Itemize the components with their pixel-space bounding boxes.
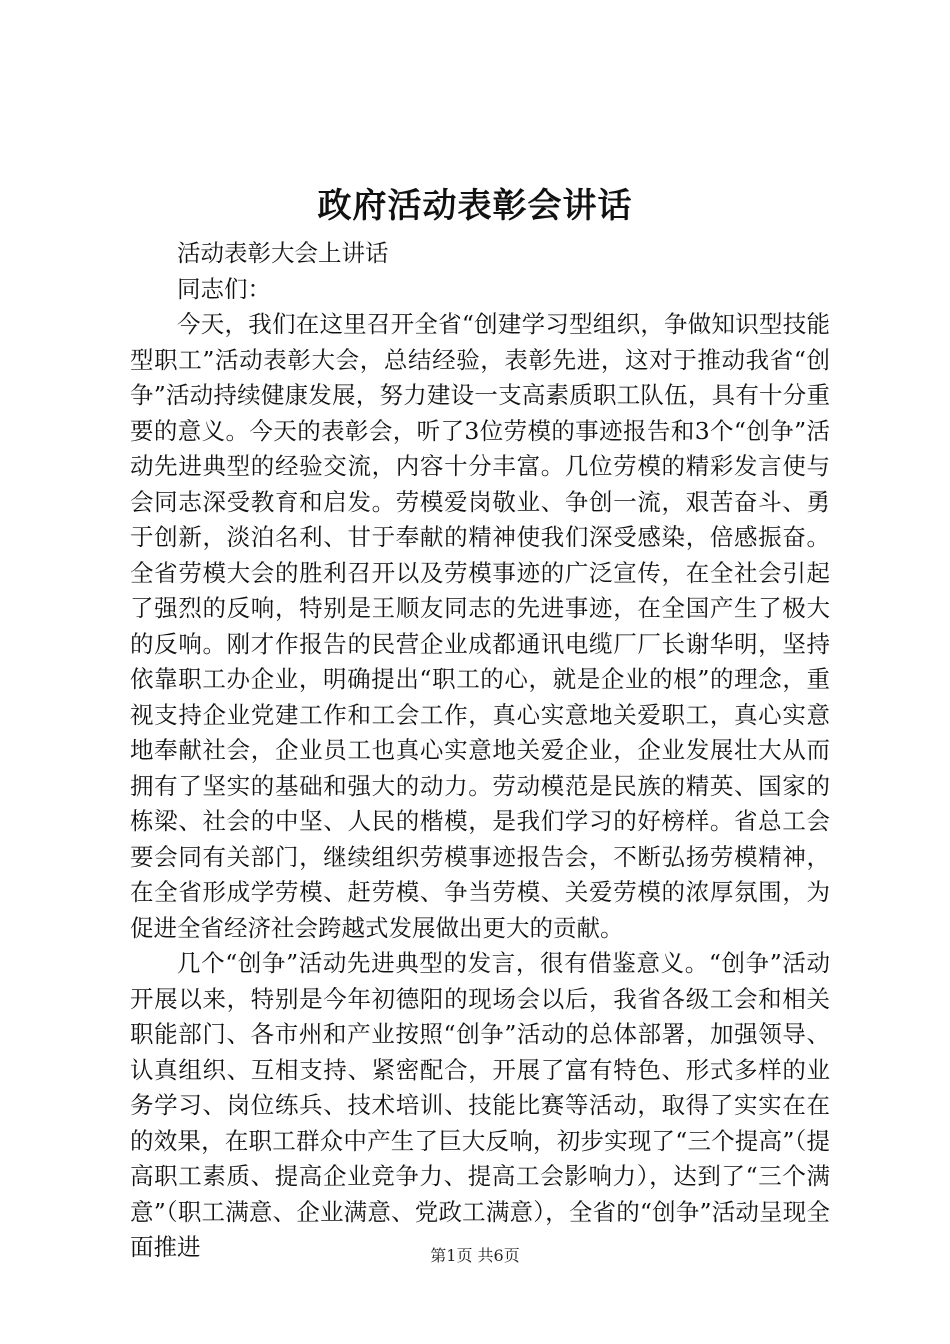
body-paragraph: 几个“创争”活动先进典型的发言，很有借鉴意义。“创争”活动开展以来，特别是今年初德阳的现场会以后，我省各级工会和相关职能部门、各市州和产业按照“创争”活动的总体部署，加强领导、认真组织、互相支持、紧密配合，开展了富有特色、形式多样的业务学习、岗位练兵、技术培训、技能比赛等活动，取得了实实在在的效果，在职工群众中产生了巨大反响，初步实现了“三个提高”（提高职工素质、提高企业竞争力、提高工会影响力），达到了“三个满意”（职工满意、企业满意、党政工满意），全省的“创争”活动呈现全面推进 [130, 949, 830, 1261]
document-body [130, 236, 830, 1266]
page-number-footer: 第1页 共6页 [430, 1246, 520, 1265]
document-title: 政府活动表彰会讲话 [317, 186, 633, 226]
salutation-paragraph: 同志们： [177, 274, 271, 303]
body-paragraph: 今天，我们在这里召开全省“创建学习型组织，争做知识型技能型职工”活动表彰大会，总结经验，表彰先进，这对于推动我省“创争”活动持续健康发展，努力建设一支高素质职工队伍，具有十分重要的意义。今天的表彰会，听了3位劳模的事迹报告和3个“创争”活动先进典型的经验交流，内容十分丰富。几位劳模的精彩发言使与会同志深受教育和启发。劳模爱岗敬业、争创一流，艰苦奋斗、勇于创新，淡泊名利、甘于奉献的精神使我们深受感染，倍感振奋。全省劳模大会的胜利召开以及劳模事迹的广泛宣传，在全社会引起了强烈的反响，特别是王顺友同志的先进事迹，在全国产生了极大的反响。刚才作报告的民营企业成都通讯电缆厂厂长谢华明，坚持依靠职工办企业，明确提出“职工的心，就是企业的根”的理念，重视支持企业党建工作和工会工作，真心实意地关爱职工，真心实意地奉献社会，企业员工也真心实意地关爱企业，企业发展壮大从而拥有了坚实的基础和强大的动力。劳动模范是民族的精英、国家的栋梁、社会的中坚、人民的楷模，是我们学习的好榜样。省总工会要会同有关部门，继续组织劳模事迹报告会，不断弘扬劳模精神，在全省形成学劳模、赶劳模、争当劳模、关爱劳模的浓厚氛围，为促进全省经济社会跨越式发展做出更大的贡献。 [130, 310, 830, 942]
subtitle-paragraph: 活动表彰大会上讲话 [177, 239, 389, 267]
